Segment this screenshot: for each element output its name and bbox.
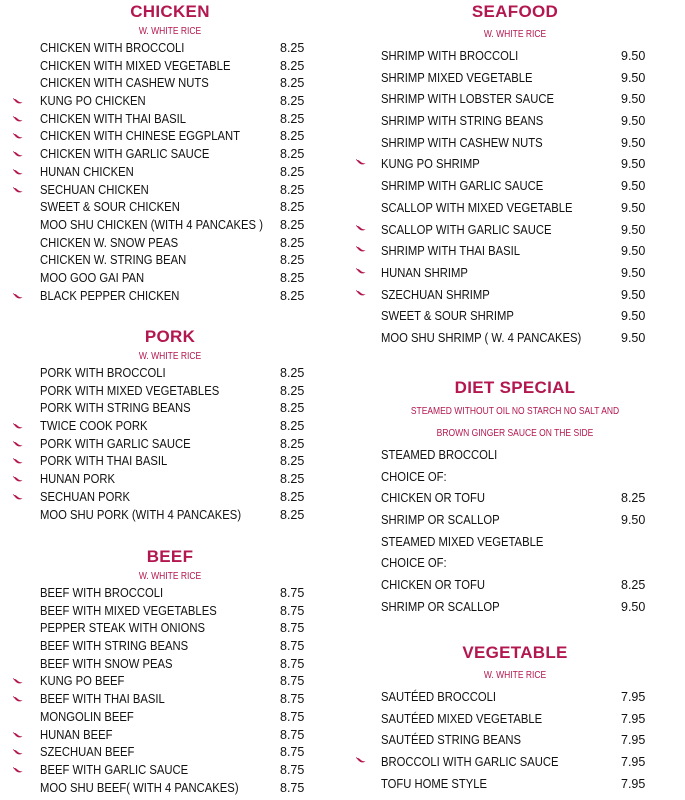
section-note-line1: STEAMED WITHOUT OIL NO STARCH NO SALT AND xyxy=(410,406,620,417)
menu-item xyxy=(0,75,340,93)
item-price: 7.95 xyxy=(621,733,646,748)
item-price: 8.75 xyxy=(280,586,305,600)
item-name: CHICKEN WITH BROCCOLI xyxy=(40,41,185,55)
chili-pepper-icon xyxy=(13,458,23,464)
menu-item xyxy=(345,687,685,709)
menu-item xyxy=(345,488,685,510)
section-subtitle: W. WHITE RICE xyxy=(483,29,547,40)
item-name: CHICKEN WITH THAI BASIL xyxy=(40,111,187,126)
menu-item xyxy=(345,752,685,774)
menu-item xyxy=(0,727,340,745)
item-name: SCALLOP WITH MIXED VEGETABLE xyxy=(381,200,573,215)
item-price: 9.50 xyxy=(621,599,646,614)
menu-item xyxy=(345,575,685,597)
item-price: 8.25 xyxy=(280,253,305,268)
item-name: STEAMED MIXED VEGETABLE xyxy=(381,534,544,549)
item-list xyxy=(345,46,685,350)
item-price: 8.25 xyxy=(280,401,305,416)
item-price: 8.25 xyxy=(621,491,646,506)
item-name: STEAMED BROCCOLI xyxy=(381,448,498,462)
item-price: 8.75 xyxy=(280,603,305,618)
menu-item xyxy=(0,146,340,164)
seafood-section xyxy=(345,0,685,350)
item-name: BLACK PEPPER CHICKEN xyxy=(40,288,180,303)
section-subtitle: W. WHITE RICE xyxy=(138,351,202,362)
item-price: 8.25 xyxy=(280,472,305,487)
item-price: 9.50 xyxy=(621,70,646,85)
menu-item xyxy=(345,730,685,752)
item-price: 9.50 xyxy=(621,244,646,259)
item-name: SAUTÉED STRING BEANS xyxy=(381,733,522,748)
menu-item xyxy=(0,471,340,489)
item-name: KUNG PO SHRIMP xyxy=(381,157,480,172)
item-name: TOFU HOME STYLE xyxy=(381,776,488,791)
menu-item xyxy=(345,111,685,133)
section-title: VEGETABLE xyxy=(462,643,568,662)
chili-pepper-icon xyxy=(13,151,23,157)
chili-pepper-icon xyxy=(13,293,23,299)
item-name: MOO SHU CHICKEN (WITH 4 PANCAKES ) xyxy=(40,217,263,232)
section-subtitle: W. WHITE RICE xyxy=(483,670,547,681)
menu-item xyxy=(0,436,340,454)
item-name: SCALLOP WITH GARLIC SAUCE xyxy=(381,222,552,237)
item-price: 8.75 xyxy=(280,762,305,777)
item-price: 8.75 xyxy=(280,745,305,760)
item-price: 8.25 xyxy=(280,454,305,469)
item-price: 8.25 xyxy=(280,436,305,451)
chili-pepper-icon xyxy=(13,98,23,104)
chicken-section xyxy=(0,0,340,305)
item-name: PORK WITH MIXED VEGETABLES xyxy=(40,383,220,398)
item-name: PORK WITH GARLIC SAUCE xyxy=(40,436,191,451)
menu-item xyxy=(0,744,340,762)
menu-item xyxy=(0,182,340,200)
item-name: SZECHUAN SHRIMP xyxy=(381,287,490,302)
menu-item xyxy=(0,400,340,418)
item-name: SAUTÉED MIXED VEGETABLE xyxy=(381,711,543,726)
menu-item xyxy=(0,365,340,383)
item-name: CHICKEN OR TOFU xyxy=(381,578,485,593)
menu-item xyxy=(0,383,340,401)
item-name: BROCCOLI WITH GARLIC SAUCE xyxy=(381,755,559,770)
item-price: 8.25 xyxy=(280,94,305,109)
item-price: 8.25 xyxy=(280,129,305,144)
chili-pepper-icon xyxy=(356,246,366,252)
section-title: CHICKEN xyxy=(130,2,210,21)
vegetable-section xyxy=(345,641,685,795)
item-list xyxy=(0,365,340,524)
menu-item xyxy=(345,241,685,263)
item-price: 8.75 xyxy=(280,656,305,671)
menu-item xyxy=(345,68,685,90)
menu-item xyxy=(345,510,685,532)
item-name: HUNAN CHICKEN xyxy=(40,164,134,179)
item-price: 8.25 xyxy=(280,507,305,522)
item-name: SHRIMP WITH BROCCOLI xyxy=(381,49,519,63)
item-name: SZECHUAN BEEF xyxy=(40,745,135,760)
menu-item xyxy=(0,270,340,288)
item-price: 9.50 xyxy=(621,309,646,324)
diet-special-section xyxy=(345,375,685,619)
menu-item xyxy=(0,709,340,727)
item-price: 8.25 xyxy=(621,578,646,593)
section-title: PORK xyxy=(144,327,196,346)
item-name: CHICKEN W. SNOW PEAS xyxy=(40,235,179,250)
item-name: CHICKEN WITH GARLIC SAUCE xyxy=(40,147,210,162)
item-price: 8.25 xyxy=(280,489,305,504)
menu-item xyxy=(345,774,685,796)
item-name: SHRIMP OR SCALLOP xyxy=(381,513,500,528)
item-name: MOO SHU BEEF( WITH 4 PANCAKES) xyxy=(40,780,239,795)
menu-item xyxy=(345,89,685,111)
item-price: 7.95 xyxy=(621,755,646,770)
item-name: CHICKEN WITH CHINESE EGGPLANT xyxy=(40,129,241,144)
item-price: 9.50 xyxy=(621,49,646,63)
menu-item xyxy=(345,285,685,307)
item-list xyxy=(0,585,340,797)
item-price: 9.50 xyxy=(621,114,646,129)
item-price: 8.25 xyxy=(280,235,305,250)
menu-item xyxy=(0,93,340,111)
item-price: 7.95 xyxy=(621,690,646,704)
item-price: 9.50 xyxy=(621,330,646,345)
menu-item xyxy=(0,673,340,691)
item-name: SHRIMP MIXED VEGETABLE xyxy=(381,70,533,85)
item-price: 8.25 xyxy=(280,366,305,380)
menu-item xyxy=(0,585,340,603)
item-price: 8.25 xyxy=(280,182,305,197)
menu-item xyxy=(0,453,340,471)
item-price: 8.75 xyxy=(280,709,305,724)
menu-item xyxy=(0,128,340,146)
item-price: 9.50 xyxy=(621,135,646,150)
item-list xyxy=(0,40,340,305)
item-name: SHRIMP WITH LOBSTER SAUCE xyxy=(381,92,554,107)
item-name: SWEET & SOUR SHRIMP xyxy=(381,309,514,324)
item-name: HUNAN SHRIMP xyxy=(381,265,468,280)
item-name: BEEF WITH THAI BASIL xyxy=(40,692,165,707)
item-price: 8.75 xyxy=(280,727,305,742)
chili-pepper-icon xyxy=(13,133,23,139)
menu-item xyxy=(345,46,685,68)
item-name: SWEET & SOUR CHICKEN xyxy=(40,200,180,215)
item-price: 8.25 xyxy=(280,111,305,126)
item-name: MOO GOO GAI PAN xyxy=(40,270,145,285)
item-name: MOO SHU SHRIMP ( W. 4 PANCAKES) xyxy=(381,330,582,345)
item-price: 8.25 xyxy=(280,41,305,55)
menu-item xyxy=(0,762,340,780)
menu-item xyxy=(0,603,340,621)
section-note-line2: BROWN GINGER SAUCE ON THE SIDE xyxy=(436,428,594,439)
menu-item xyxy=(0,235,340,253)
menu-item xyxy=(0,58,340,76)
menu-item xyxy=(345,154,685,176)
chili-pepper-icon xyxy=(13,678,23,684)
chili-pepper-icon xyxy=(13,116,23,122)
menu-item xyxy=(0,507,340,525)
item-name: SAUTÉED BROCCOLI xyxy=(381,690,497,704)
item-price: 8.25 xyxy=(280,147,305,162)
item-price: 7.95 xyxy=(621,711,646,726)
menu-item xyxy=(0,638,340,656)
item-name: MONGOLIN BEEF xyxy=(40,709,134,724)
menu-item xyxy=(345,709,685,731)
item-name: TWICE COOK PORK xyxy=(40,419,148,434)
menu-item xyxy=(0,780,340,798)
chili-pepper-icon xyxy=(356,290,366,296)
item-price: 8.25 xyxy=(280,217,305,232)
item-name: SHRIMP OR SCALLOP xyxy=(381,599,500,614)
item-name: BEEF WITH MIXED VEGETABLES xyxy=(40,603,217,618)
item-name: BEEF WITH STRING BEANS xyxy=(40,639,189,654)
menu-item xyxy=(0,40,340,58)
item-name: CHICKEN WITH CASHEW NUTS xyxy=(40,76,209,91)
chili-pepper-icon xyxy=(13,423,23,429)
section-subtitle: W. WHITE RICE xyxy=(138,571,202,582)
item-name: HUNAN BEEF xyxy=(40,727,113,742)
pork-section xyxy=(0,325,340,524)
item-name: BEEF WITH GARLIC SAUCE xyxy=(40,762,189,777)
item-name: SHRIMP WITH GARLIC SAUCE xyxy=(381,179,544,194)
item-name: SHRIMP WITH CASHEW NUTS xyxy=(381,135,543,150)
menu-item xyxy=(0,656,340,674)
chili-pepper-icon xyxy=(356,757,366,763)
chili-pepper-icon xyxy=(13,441,23,447)
item-name: CHOICE OF: xyxy=(381,469,447,484)
item-price: 9.50 xyxy=(621,287,646,302)
item-price: 8.75 xyxy=(280,780,305,795)
item-name: KUNG PO BEEF xyxy=(40,674,125,689)
item-price: 8.25 xyxy=(280,164,305,179)
item-price: 8.25 xyxy=(280,270,305,285)
item-name: KUNG PO CHICKEN xyxy=(40,94,146,109)
chili-pepper-icon xyxy=(356,159,366,165)
item-name: SECHUAN PORK xyxy=(40,489,131,504)
item-price: 8.25 xyxy=(280,76,305,91)
section-title: DIET SPECIAL xyxy=(454,378,576,397)
menu-item xyxy=(345,220,685,242)
item-price: 8.75 xyxy=(280,621,305,636)
item-name: SHRIMP WITH STRING BEANS xyxy=(381,114,544,129)
item-price: 8.25 xyxy=(280,383,305,398)
item-name: CHICKEN W. STRING BEAN xyxy=(40,253,187,268)
item-price: 9.50 xyxy=(621,222,646,237)
section-subtitle: W. WHITE RICE xyxy=(138,26,202,37)
chili-pepper-icon xyxy=(13,696,23,702)
menu-item xyxy=(0,252,340,270)
item-name: CHICKEN WITH MIXED VEGETABLE xyxy=(40,58,231,73)
menu-item xyxy=(345,328,685,350)
item-price: 8.25 xyxy=(280,288,305,303)
item-name: SHRIMP WITH THAI BASIL xyxy=(381,244,520,259)
section-title: BEEF xyxy=(146,547,194,566)
menu-item xyxy=(345,263,685,285)
item-name: MOO SHU PORK (WITH 4 PANCAKES) xyxy=(40,507,242,522)
item-name: HUNAN PORK xyxy=(40,472,116,487)
chili-pepper-icon xyxy=(13,767,23,773)
menu-item xyxy=(345,553,685,575)
item-list xyxy=(345,687,685,795)
menu-item xyxy=(345,597,685,619)
menu-item xyxy=(0,111,340,129)
menu-item xyxy=(0,217,340,235)
item-price: 8.75 xyxy=(280,692,305,707)
item-price: 8.25 xyxy=(280,419,305,434)
item-price: 7.95 xyxy=(621,776,646,791)
menu-item xyxy=(0,164,340,182)
menu-item xyxy=(0,288,340,306)
item-price: 9.50 xyxy=(621,92,646,107)
item-name: BEEF WITH SNOW PEAS xyxy=(40,656,173,671)
item-name: SECHUAN CHICKEN xyxy=(40,182,149,197)
chili-pepper-icon xyxy=(13,187,23,193)
item-price: 9.50 xyxy=(621,200,646,215)
item-price: 8.75 xyxy=(280,674,305,689)
item-price: 8.25 xyxy=(280,58,305,73)
item-name: PORK WITH STRING BEANS xyxy=(40,401,191,416)
menu-item xyxy=(0,418,340,436)
item-price: 8.75 xyxy=(280,639,305,654)
chili-pepper-icon xyxy=(13,749,23,755)
chili-pepper-icon xyxy=(13,732,23,738)
menu-item xyxy=(345,532,685,554)
item-name: CHOICE OF: xyxy=(381,556,447,571)
menu-item xyxy=(345,445,685,467)
menu-item xyxy=(345,467,685,489)
item-price: 8.25 xyxy=(280,200,305,215)
item-name: PORK WITH THAI BASIL xyxy=(40,454,168,469)
item-price: 9.50 xyxy=(621,157,646,172)
item-name: PORK WITH BROCCOLI xyxy=(40,366,166,380)
menu-item xyxy=(345,306,685,328)
beef-section xyxy=(0,545,340,797)
chili-pepper-icon xyxy=(13,169,23,175)
chili-pepper-icon xyxy=(356,225,366,231)
item-price: 9.50 xyxy=(621,265,646,280)
chili-pepper-icon xyxy=(13,494,23,500)
item-list xyxy=(345,445,685,619)
menu-item xyxy=(345,198,685,220)
menu-item xyxy=(345,176,685,198)
menu-item xyxy=(0,489,340,507)
item-price: 9.50 xyxy=(621,179,646,194)
menu-item xyxy=(345,133,685,155)
chili-pepper-icon xyxy=(13,476,23,482)
item-name: PEPPER STEAK WITH ONIONS xyxy=(40,621,206,636)
chili-pepper-icon xyxy=(356,268,366,274)
menu-item xyxy=(0,199,340,217)
item-price: 9.50 xyxy=(621,513,646,528)
menu-item xyxy=(0,620,340,638)
item-name: CHICKEN OR TOFU xyxy=(381,491,485,506)
item-name: BEEF WITH BROCCOLI xyxy=(40,586,164,600)
section-title: SEAFOOD xyxy=(471,2,559,21)
menu-item xyxy=(0,691,340,709)
